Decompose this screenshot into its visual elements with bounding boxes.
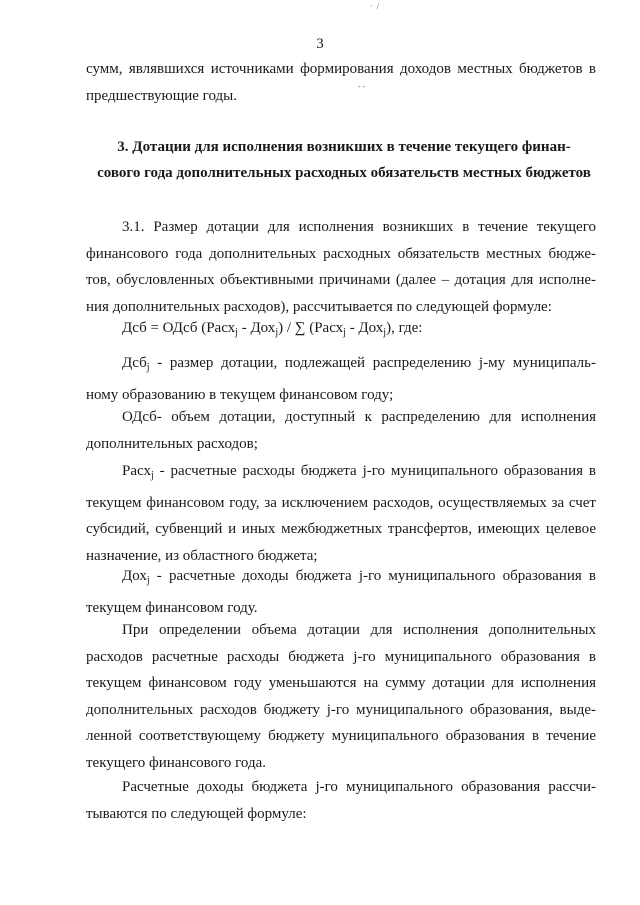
definition-text: объем дотации, доступный к распределению для исполнения дополнительных расходов; xyxy=(86,409,596,452)
definition-sub: j xyxy=(146,575,150,586)
definition-rash xyxy=(86,458,596,569)
intro-paragraph: сумм, являвшихся источниками формирования доходов местных бюджетов в предшествующие годы. xyxy=(86,61,596,104)
formula-sub: j xyxy=(343,327,346,338)
definition-text: - размер дотации, подлежащей распределению j-му муниципаль-ному образованию в текущем финансовом году; xyxy=(86,355,596,403)
formula-dsb xyxy=(122,320,422,338)
definition-term: ОДсб- xyxy=(122,409,162,425)
definition-sub: j xyxy=(150,470,154,481)
scan-speck: · / xyxy=(370,2,379,11)
page-number: 3 xyxy=(316,36,324,52)
definition-odsb xyxy=(86,404,596,457)
definition-text: - расчетные доходы бюджета j-го муниципального образования в текущем финансовом году. xyxy=(86,568,596,616)
paragraph-calc: Расчетные доходы бюджета j-го муниципального образования рассчи-тываются по следующей формуле: xyxy=(86,779,596,822)
paragraph-3-1: 3.1. Размер дотации для исполнения возникших в течение текущего финансового года дополнительных расходных обязательств местных бюдже-тов, обусловленных объективными причинами (далее – дотация для исполне-ния дополнительных расходов), рассчитывается по следующей формуле: xyxy=(86,219,596,315)
formula-sub: j xyxy=(383,327,387,338)
definition-term: Расх xyxy=(122,463,151,479)
formula-part: ) / ∑ (Расх xyxy=(278,320,344,336)
section-heading-line-2: сового года дополнительных расходных обязательств местных бюджетов xyxy=(97,165,591,181)
definition-dsb xyxy=(86,350,596,408)
definition-doh xyxy=(86,563,596,621)
formula-sub: j xyxy=(235,327,238,338)
formula-part: Дсб = ОДсб (Расх xyxy=(122,320,236,336)
section-heading xyxy=(86,134,602,186)
scan-speck: - - xyxy=(358,82,366,91)
formula-part: - Дох xyxy=(237,320,276,336)
section-heading-line-1: 3. Дотации для исполнения возникших в течение текущего финан- xyxy=(117,139,571,155)
definition-term: Дох xyxy=(122,568,147,584)
definition-text: - расчетные расходы бюджета j-го муниципального образования в текущем финансовом году, за исключением расходов, осуществляемых за счет субсидий, субвенций и иных межбюджетных трансфертов, имеющих целевое назначение, из областного бюджета; xyxy=(86,463,596,564)
definition-term: Дсб xyxy=(122,355,147,371)
formula-part: - Дох xyxy=(345,320,384,336)
paragraph-determination: При определении объема дотации для исполнения дополнительных расходов расчетные расходы бюджета j-го муниципального образования в текущем финансовом году уменьшаются на сумму дотации для исполнения дополнительных расходов бюджету j-го муниципального образования, выде-ленной соответствующему бюджету муниципального образования в течение текущего финансового года. xyxy=(86,622,596,771)
definition-sub: j xyxy=(146,362,150,373)
formula-part: ), где: xyxy=(386,320,423,336)
formula-sub: j xyxy=(275,327,279,338)
